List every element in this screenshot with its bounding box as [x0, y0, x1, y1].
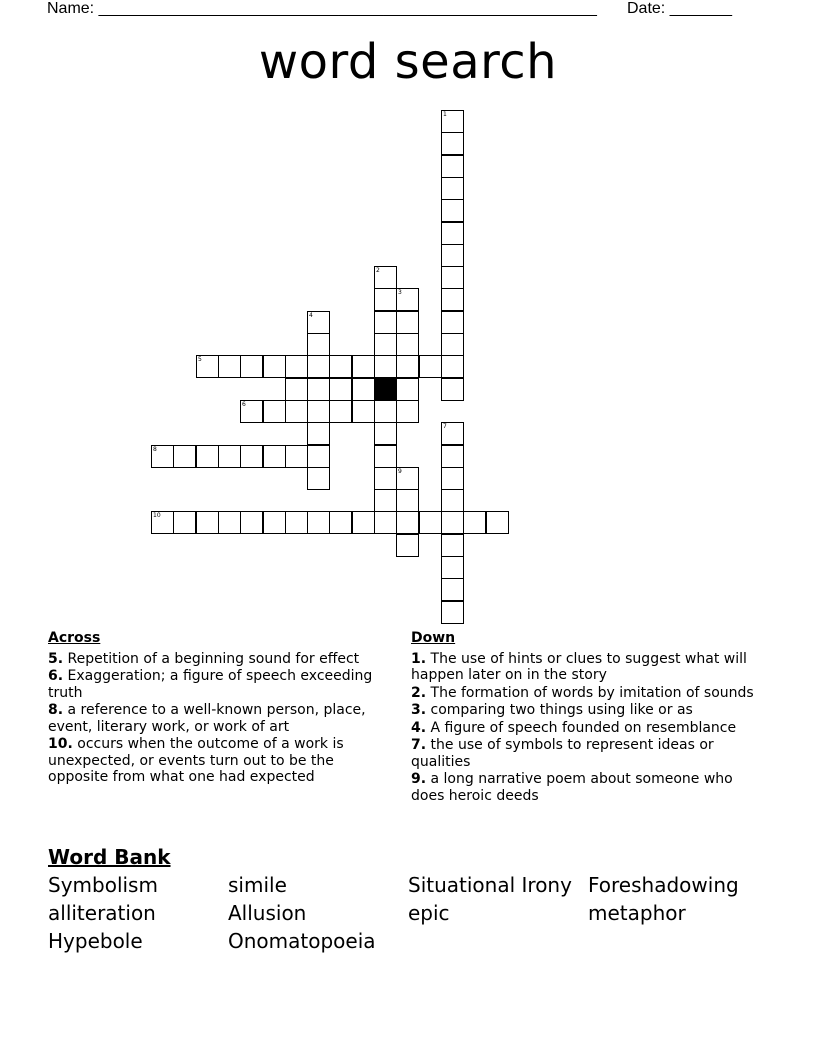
crossword-cell[interactable]: [263, 400, 286, 423]
across-clues: [48, 630, 393, 787]
crossword-cell[interactable]: [352, 355, 375, 378]
cell-number: 5: [198, 356, 202, 363]
crossword-cell[interactable]: [396, 400, 419, 423]
clue-number: 6.: [48, 668, 64, 684]
crossword-cell[interactable]: [441, 155, 464, 178]
crossword-cell[interactable]: [196, 355, 219, 378]
crossword-cell[interactable]: [307, 378, 330, 401]
crossword-cell[interactable]: [240, 445, 263, 468]
cell-number: 1: [443, 111, 447, 118]
crossword-cell[interactable]: [218, 511, 241, 534]
clue-text: A figure of speech founded on resemblance: [430, 719, 737, 736]
crossword-cell[interactable]: [173, 511, 196, 534]
crossword-cell[interactable]: [396, 378, 419, 401]
crossword-cell[interactable]: [441, 288, 464, 311]
crossword-cell[interactable]: [374, 467, 397, 490]
across-clue: [48, 651, 393, 668]
crossword-cell[interactable]: [374, 266, 397, 289]
crossword-cell[interactable]: [307, 355, 330, 378]
crossword-cell[interactable]: [374, 288, 397, 311]
crossword-cell[interactable]: [263, 355, 286, 378]
word-bank-item: simile: [228, 873, 287, 897]
crossword-cell[interactable]: [441, 132, 464, 155]
clue-text: occurs when the outcome of a work is unexpected, or events turn out to be the opposite from what one had expected: [48, 736, 344, 785]
crossword-cell[interactable]: [285, 355, 308, 378]
crossword-cell[interactable]: [240, 511, 263, 534]
clue-text: Exaggeration; a figure of speech exceeding truth: [48, 668, 373, 701]
crossword-cell[interactable]: [441, 511, 464, 534]
date-field-label: Date: _______: [627, 0, 732, 17]
crossword-cell[interactable]: [441, 355, 464, 378]
crossword-cell[interactable]: [441, 445, 464, 468]
clue-number: 1.: [411, 650, 427, 667]
crossword-cell[interactable]: [441, 578, 464, 601]
word-bank-item: metaphor: [588, 901, 686, 925]
crossword-cell[interactable]: [307, 445, 330, 468]
crossword-cell[interactable]: [396, 355, 419, 378]
crossword-cell[interactable]: [441, 311, 464, 334]
cell-number: 8: [153, 446, 157, 453]
word-bank-item: Symbolism: [48, 873, 158, 897]
crossword-cell[interactable]: [419, 511, 442, 534]
crossword-cell[interactable]: [307, 311, 330, 334]
crossword-block: [374, 378, 397, 401]
crossword-cell[interactable]: [151, 511, 174, 534]
word-bank-item: Allusion: [228, 901, 307, 925]
crossword-cell[interactable]: [486, 511, 509, 534]
crossword-cell[interactable]: [441, 489, 464, 512]
clue-number: 9.: [411, 771, 427, 787]
crossword-cell[interactable]: [263, 511, 286, 534]
crossword-cell[interactable]: [151, 445, 174, 468]
word-bank-item: Situational Irony: [408, 873, 572, 897]
crossword-cell[interactable]: [396, 333, 419, 356]
across-clue: [48, 702, 393, 735]
crossword-cell[interactable]: [285, 378, 308, 401]
crossword-cell[interactable]: [441, 266, 464, 289]
crossword-cell[interactable]: [352, 400, 375, 423]
clue-text: the use of symbols to represent ideas or qualities: [411, 737, 714, 770]
cell-number: 6: [242, 401, 246, 408]
clue-text: a long narrative poem about someone who does heroic deeds: [411, 771, 733, 804]
down-clues: [411, 630, 756, 805]
clue-text: Repetition of a beginning sound for effect: [67, 650, 360, 667]
clue-number: 8.: [48, 702, 64, 718]
crossword-cell[interactable]: [352, 511, 375, 534]
crossword-cell[interactable]: [463, 511, 486, 534]
clue-number: 2.: [411, 684, 427, 701]
crossword-cell[interactable]: [307, 333, 330, 356]
word-bank-item: epic: [408, 901, 450, 925]
crossword-cell[interactable]: [285, 400, 308, 423]
crossword-cell[interactable]: [196, 511, 219, 534]
crossword-cell[interactable]: [374, 511, 397, 534]
crossword-cell[interactable]: [441, 467, 464, 490]
word-bank-item: Onomatopoeia: [228, 929, 376, 953]
crossword-cell[interactable]: [240, 355, 263, 378]
down-clue: [411, 702, 756, 719]
crossword-cell[interactable]: [374, 333, 397, 356]
crossword-cell[interactable]: [196, 445, 219, 468]
word-bank-list: [48, 873, 768, 953]
crossword-cell[interactable]: [218, 445, 241, 468]
down-heading: Down: [411, 630, 456, 646]
down-clue: [411, 771, 756, 804]
crossword-cell[interactable]: [441, 534, 464, 557]
crossword-cell[interactable]: [329, 355, 352, 378]
page-title: word search: [258, 34, 558, 90]
crossword-cell[interactable]: [396, 489, 419, 512]
crossword-cell[interactable]: [329, 378, 352, 401]
cell-number: 3: [398, 289, 402, 296]
cell-number: 9: [398, 468, 402, 475]
down-clue: [411, 720, 756, 737]
across-clue: [48, 668, 393, 701]
crossword-cell[interactable]: [396, 311, 419, 334]
crossword-cell[interactable]: [441, 199, 464, 222]
across-heading: Across: [48, 630, 101, 646]
crossword-cell[interactable]: [307, 422, 330, 445]
cell-number: 2: [376, 267, 380, 274]
word-bank: [48, 845, 768, 953]
clue-number: 4.: [411, 719, 427, 736]
crossword-cell[interactable]: [374, 445, 397, 468]
crossword-cell[interactable]: [441, 378, 464, 401]
crossword-cell[interactable]: [374, 355, 397, 378]
clue-text: The formation of words by imitation of sounds: [430, 684, 754, 701]
crossword-cell[interactable]: [374, 311, 397, 334]
crossword-cell[interactable]: [285, 511, 308, 534]
crossword-cell[interactable]: [441, 601, 464, 624]
clue-text: comparing two things using like or as: [430, 702, 693, 718]
word-bank-item: alliteration: [48, 901, 156, 925]
crossword-cell[interactable]: [329, 511, 352, 534]
crossword-cell[interactable]: [218, 355, 241, 378]
crossword-cell[interactable]: [441, 556, 464, 579]
crossword-cell[interactable]: [441, 244, 464, 267]
clue-number: 3.: [411, 702, 427, 718]
cell-number: 7: [443, 423, 447, 430]
crossword-cell[interactable]: [240, 400, 263, 423]
crossword-cell[interactable]: [374, 422, 397, 445]
crossword-cell[interactable]: [307, 400, 330, 423]
clue-text: The use of hints or clues to suggest what will happen later on in the story: [411, 650, 747, 683]
crossword-cell[interactable]: [441, 222, 464, 245]
across-clue: [48, 736, 393, 786]
crossword-cell[interactable]: [441, 177, 464, 200]
crossword-cell[interactable]: [307, 467, 330, 490]
down-clue: [411, 685, 756, 702]
crossword-cell[interactable]: [307, 511, 330, 534]
crossword-cell[interactable]: [374, 400, 397, 423]
name-field-label: Name: ________________________________________________________: [47, 0, 597, 17]
crossword-cell[interactable]: [263, 445, 286, 468]
word-bank-item: Hypebole: [48, 929, 143, 953]
clue-number: 5.: [48, 650, 64, 667]
crossword-cell[interactable]: [173, 445, 196, 468]
crossword-cell[interactable]: [441, 422, 464, 445]
crossword-cell[interactable]: [419, 355, 442, 378]
cell-number: 4: [309, 312, 313, 319]
crossword-cell[interactable]: [396, 288, 419, 311]
clue-number: 7.: [411, 737, 427, 753]
down-clue: [411, 737, 756, 770]
clue-number: 10.: [48, 736, 73, 752]
cell-number: 10: [153, 512, 161, 519]
crossword-cell[interactable]: [396, 511, 419, 534]
crossword-cell[interactable]: [396, 467, 419, 490]
crossword-cell[interactable]: [441, 110, 464, 133]
crossword-cell[interactable]: [396, 534, 419, 557]
word-bank-heading: Word Bank: [48, 845, 171, 869]
clue-text: a reference to a well-known person, place, event, literary work, or work of art: [48, 702, 366, 735]
crossword-cell[interactable]: [441, 333, 464, 356]
crossword-cell[interactable]: [329, 400, 352, 423]
crossword-cell[interactable]: [352, 378, 375, 401]
word-bank-item: Foreshadowing: [588, 873, 739, 897]
crossword-cell[interactable]: [374, 489, 397, 512]
down-clue: [411, 651, 756, 684]
crossword-cell[interactable]: [285, 445, 308, 468]
